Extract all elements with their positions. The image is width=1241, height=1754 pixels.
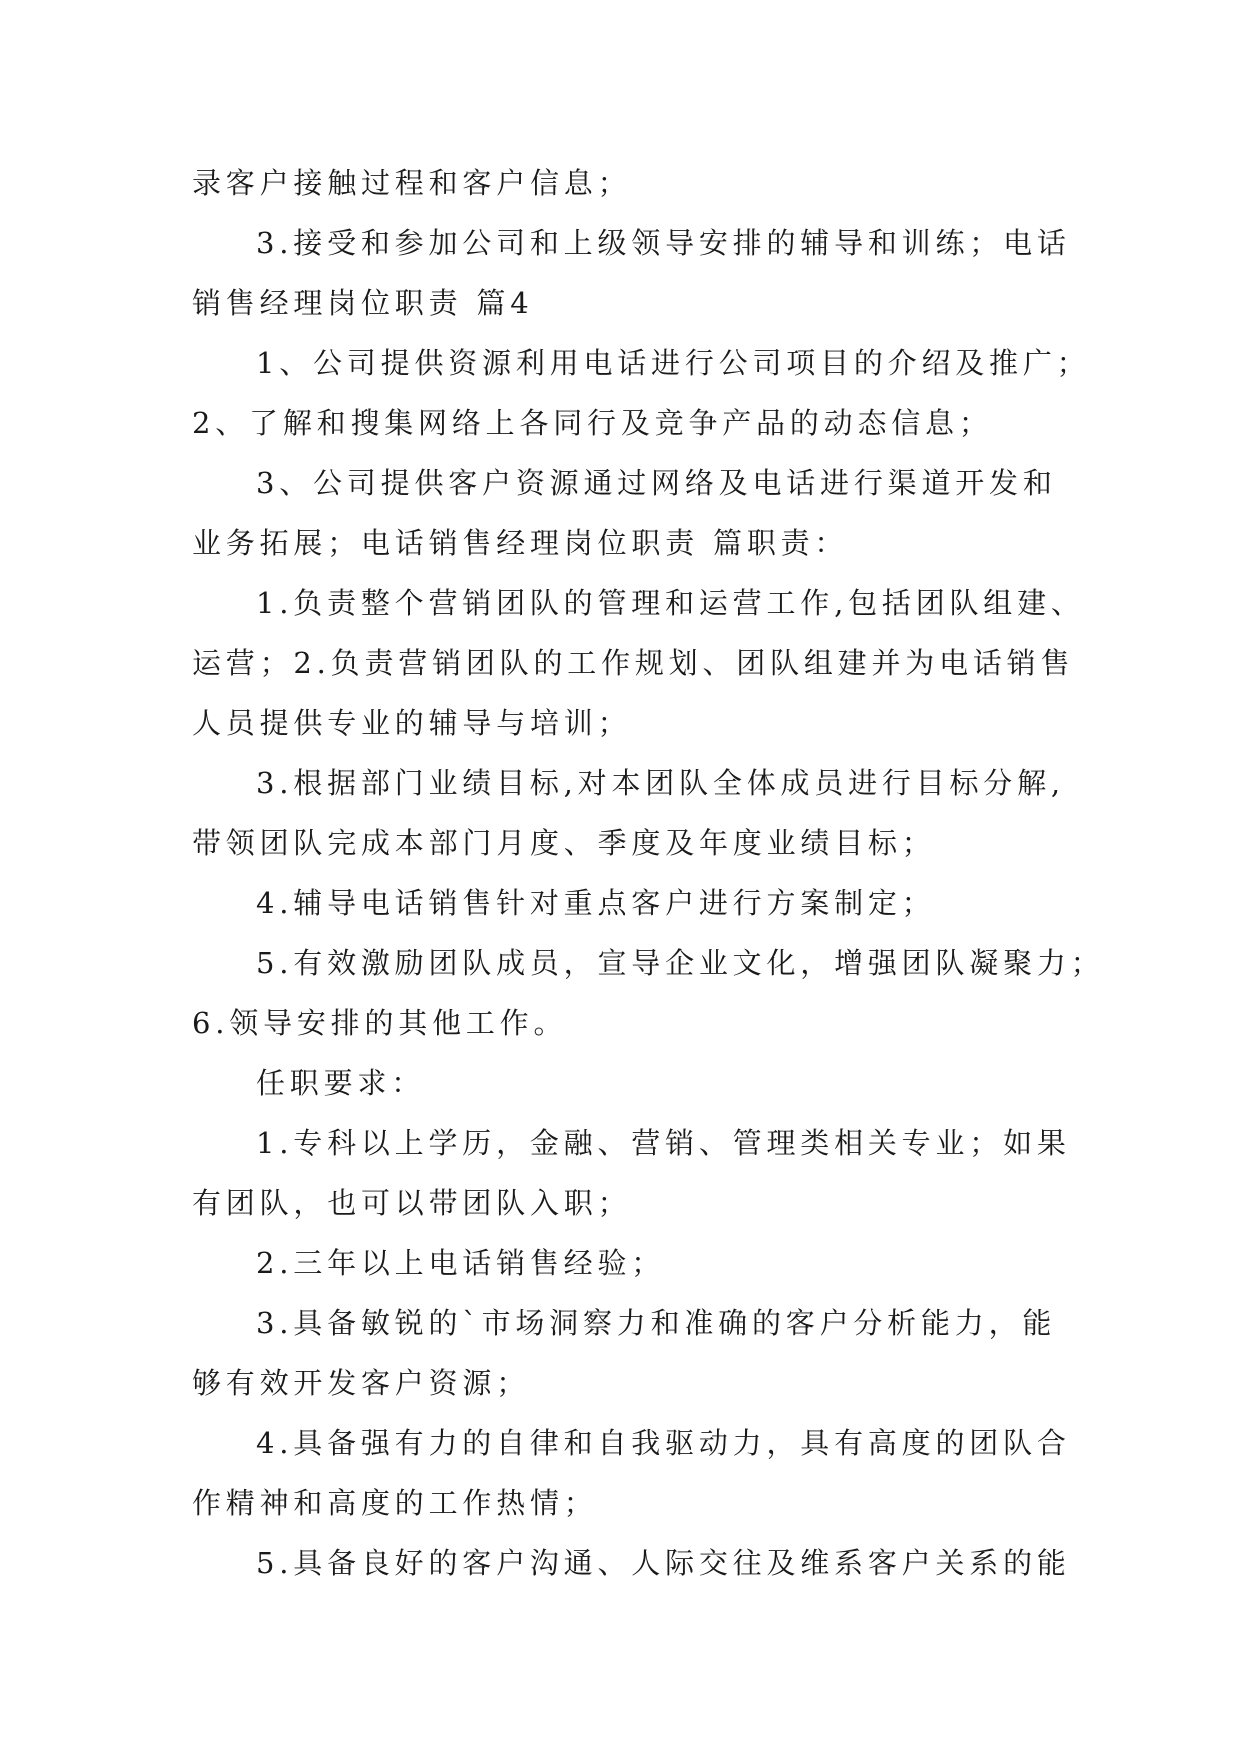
text-line: 5.具备良好的客户沟通、人际交往及维系客户关系的能 — [256, 1546, 1071, 1580]
text-line: 带领团队完成本部门月度、季度及年度业绩目标； — [192, 826, 936, 860]
text-line: 6.领导安排的其他工作。 — [192, 1006, 568, 1040]
text-line: 业务拓展；电话销售经理岗位职责 篇职责： — [192, 526, 849, 560]
text-line: 2、了解和搜集网络上各同行及竞争产品的动态信息； — [192, 406, 993, 440]
text-line: 人员提供专业的辅导与培训； — [192, 706, 632, 740]
text-line: 有团队，也可以带团队入职； — [192, 1186, 632, 1220]
text-line: 作精神和高度的工作热情； — [192, 1486, 598, 1520]
text-line: 3.接受和参加公司和上级领导安排的辅导和训练；电话 — [256, 226, 1071, 260]
text-line: 1、公司提供资源利用电话进行公司项目的介绍及推广； — [256, 346, 1091, 380]
text-line: 1.专科以上学历，金融、营销、管理类相关专业；如果 — [256, 1126, 1071, 1160]
text-line: 2.三年以上电话销售经验； — [256, 1246, 666, 1280]
text-line: 运营；2.负责营销团队的工作规划、团队组建并为电话销售 — [192, 646, 1075, 680]
text-line: 销售经理岗位职责 篇4 — [192, 286, 534, 320]
text-line: 1.负责整个营销团队的管理和运营工作,包括团队组建、 — [256, 586, 1085, 620]
text-line: 够有效开发客户资源； — [192, 1366, 531, 1400]
text-line: 4.辅导电话销售针对重点客户进行方案制定； — [256, 886, 936, 920]
text-line: 3.具备敏锐的`市场洞察力和准确的客户分析能力，能 — [256, 1306, 1057, 1340]
document-body — [192, 153, 1105, 1593]
text-line: 3、公司提供客户资源通过网络及电话进行渠道开发和 — [256, 466, 1057, 500]
text-line: 录客户接触过程和客户信息； — [192, 166, 632, 200]
text-line: 4.具备强有力的自律和自我驱动力，具有高度的团队合 — [256, 1426, 1071, 1460]
section-heading: 任职要求： — [256, 1066, 426, 1100]
text-line: 3.根据部门业绩目标,对本团队全体成员进行目标分解, — [256, 766, 1065, 800]
text-line: 5.有效激励团队成员，宣导企业文化，增强团队凝聚力； — [256, 946, 1105, 980]
